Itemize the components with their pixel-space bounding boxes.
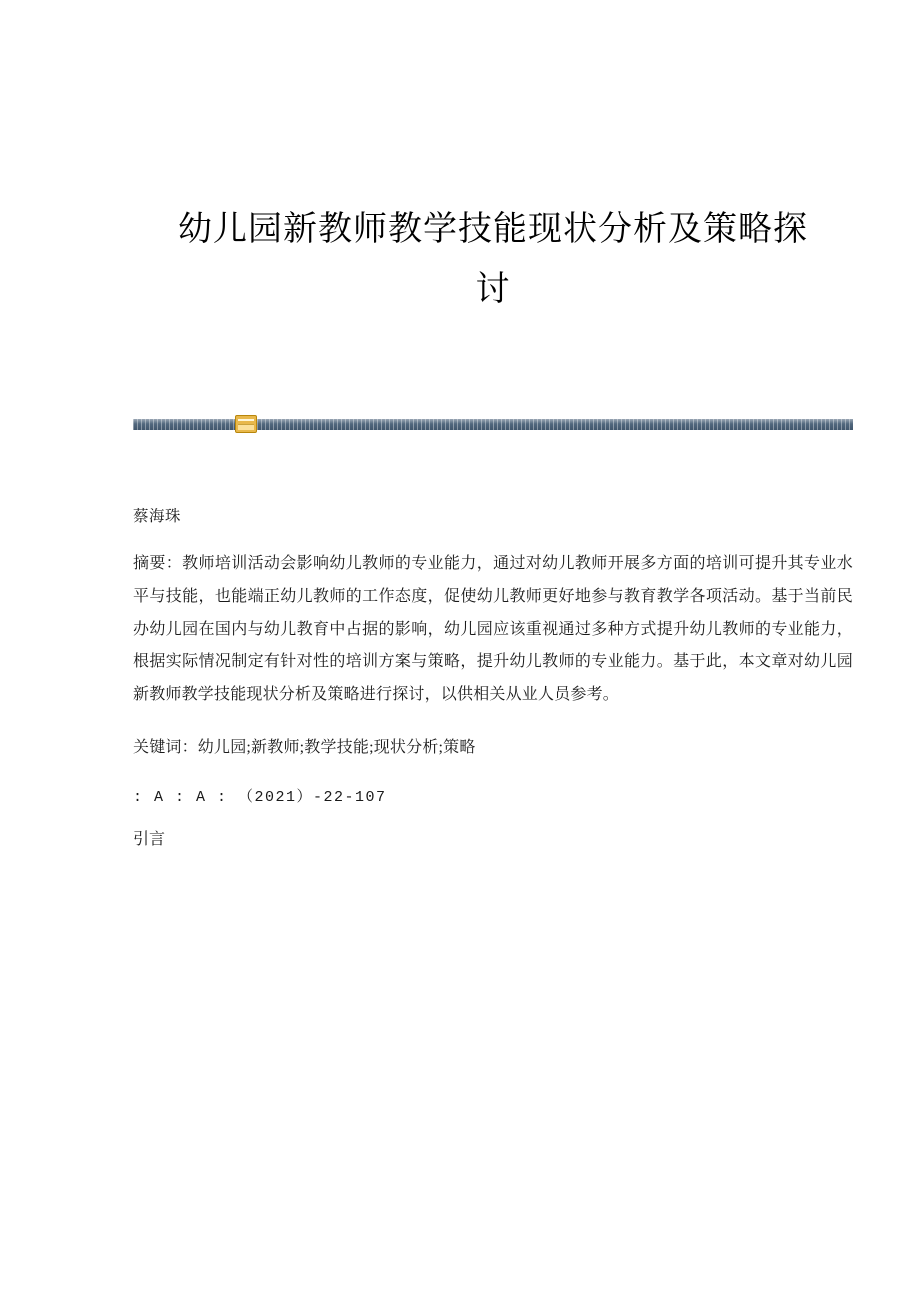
section-heading-introduction: 引言 bbox=[133, 830, 166, 848]
page-title: 幼儿园新教师教学技能现状分析及策略探讨 bbox=[178, 211, 808, 308]
keywords-line: 关键词：幼儿园;新教师;教学技能;现状分析;策略 bbox=[133, 738, 476, 756]
author-name: 蔡海珠 bbox=[133, 508, 182, 525]
document-content bbox=[133, 0, 853, 865]
abstract-paragraph: 摘要：教师培训活动会影响幼儿教师的专业能力，通过对幼儿教师开展多方面的培训可提升其专业水平与技能，也能端正幼儿教师的工作态度，促使幼儿教师更好地参与教育教学各项活动。基于当前民办幼儿园在国内与幼儿教育中占据的影响，幼儿园应该重视通过多种方式提升幼儿教师的专业能力，根据实际情况制定有针对性的培训方案与策略，提升幼儿教师的专业能力。基于此，本文章对幼儿园新教师教学技能现状分析及策略进行探讨，以供相关从业人员参考。 bbox=[133, 555, 853, 704]
classification-meta-line: : A : A : （2021）-22-107 bbox=[133, 788, 387, 806]
section-divider bbox=[133, 414, 853, 436]
document-icon bbox=[235, 415, 257, 433]
